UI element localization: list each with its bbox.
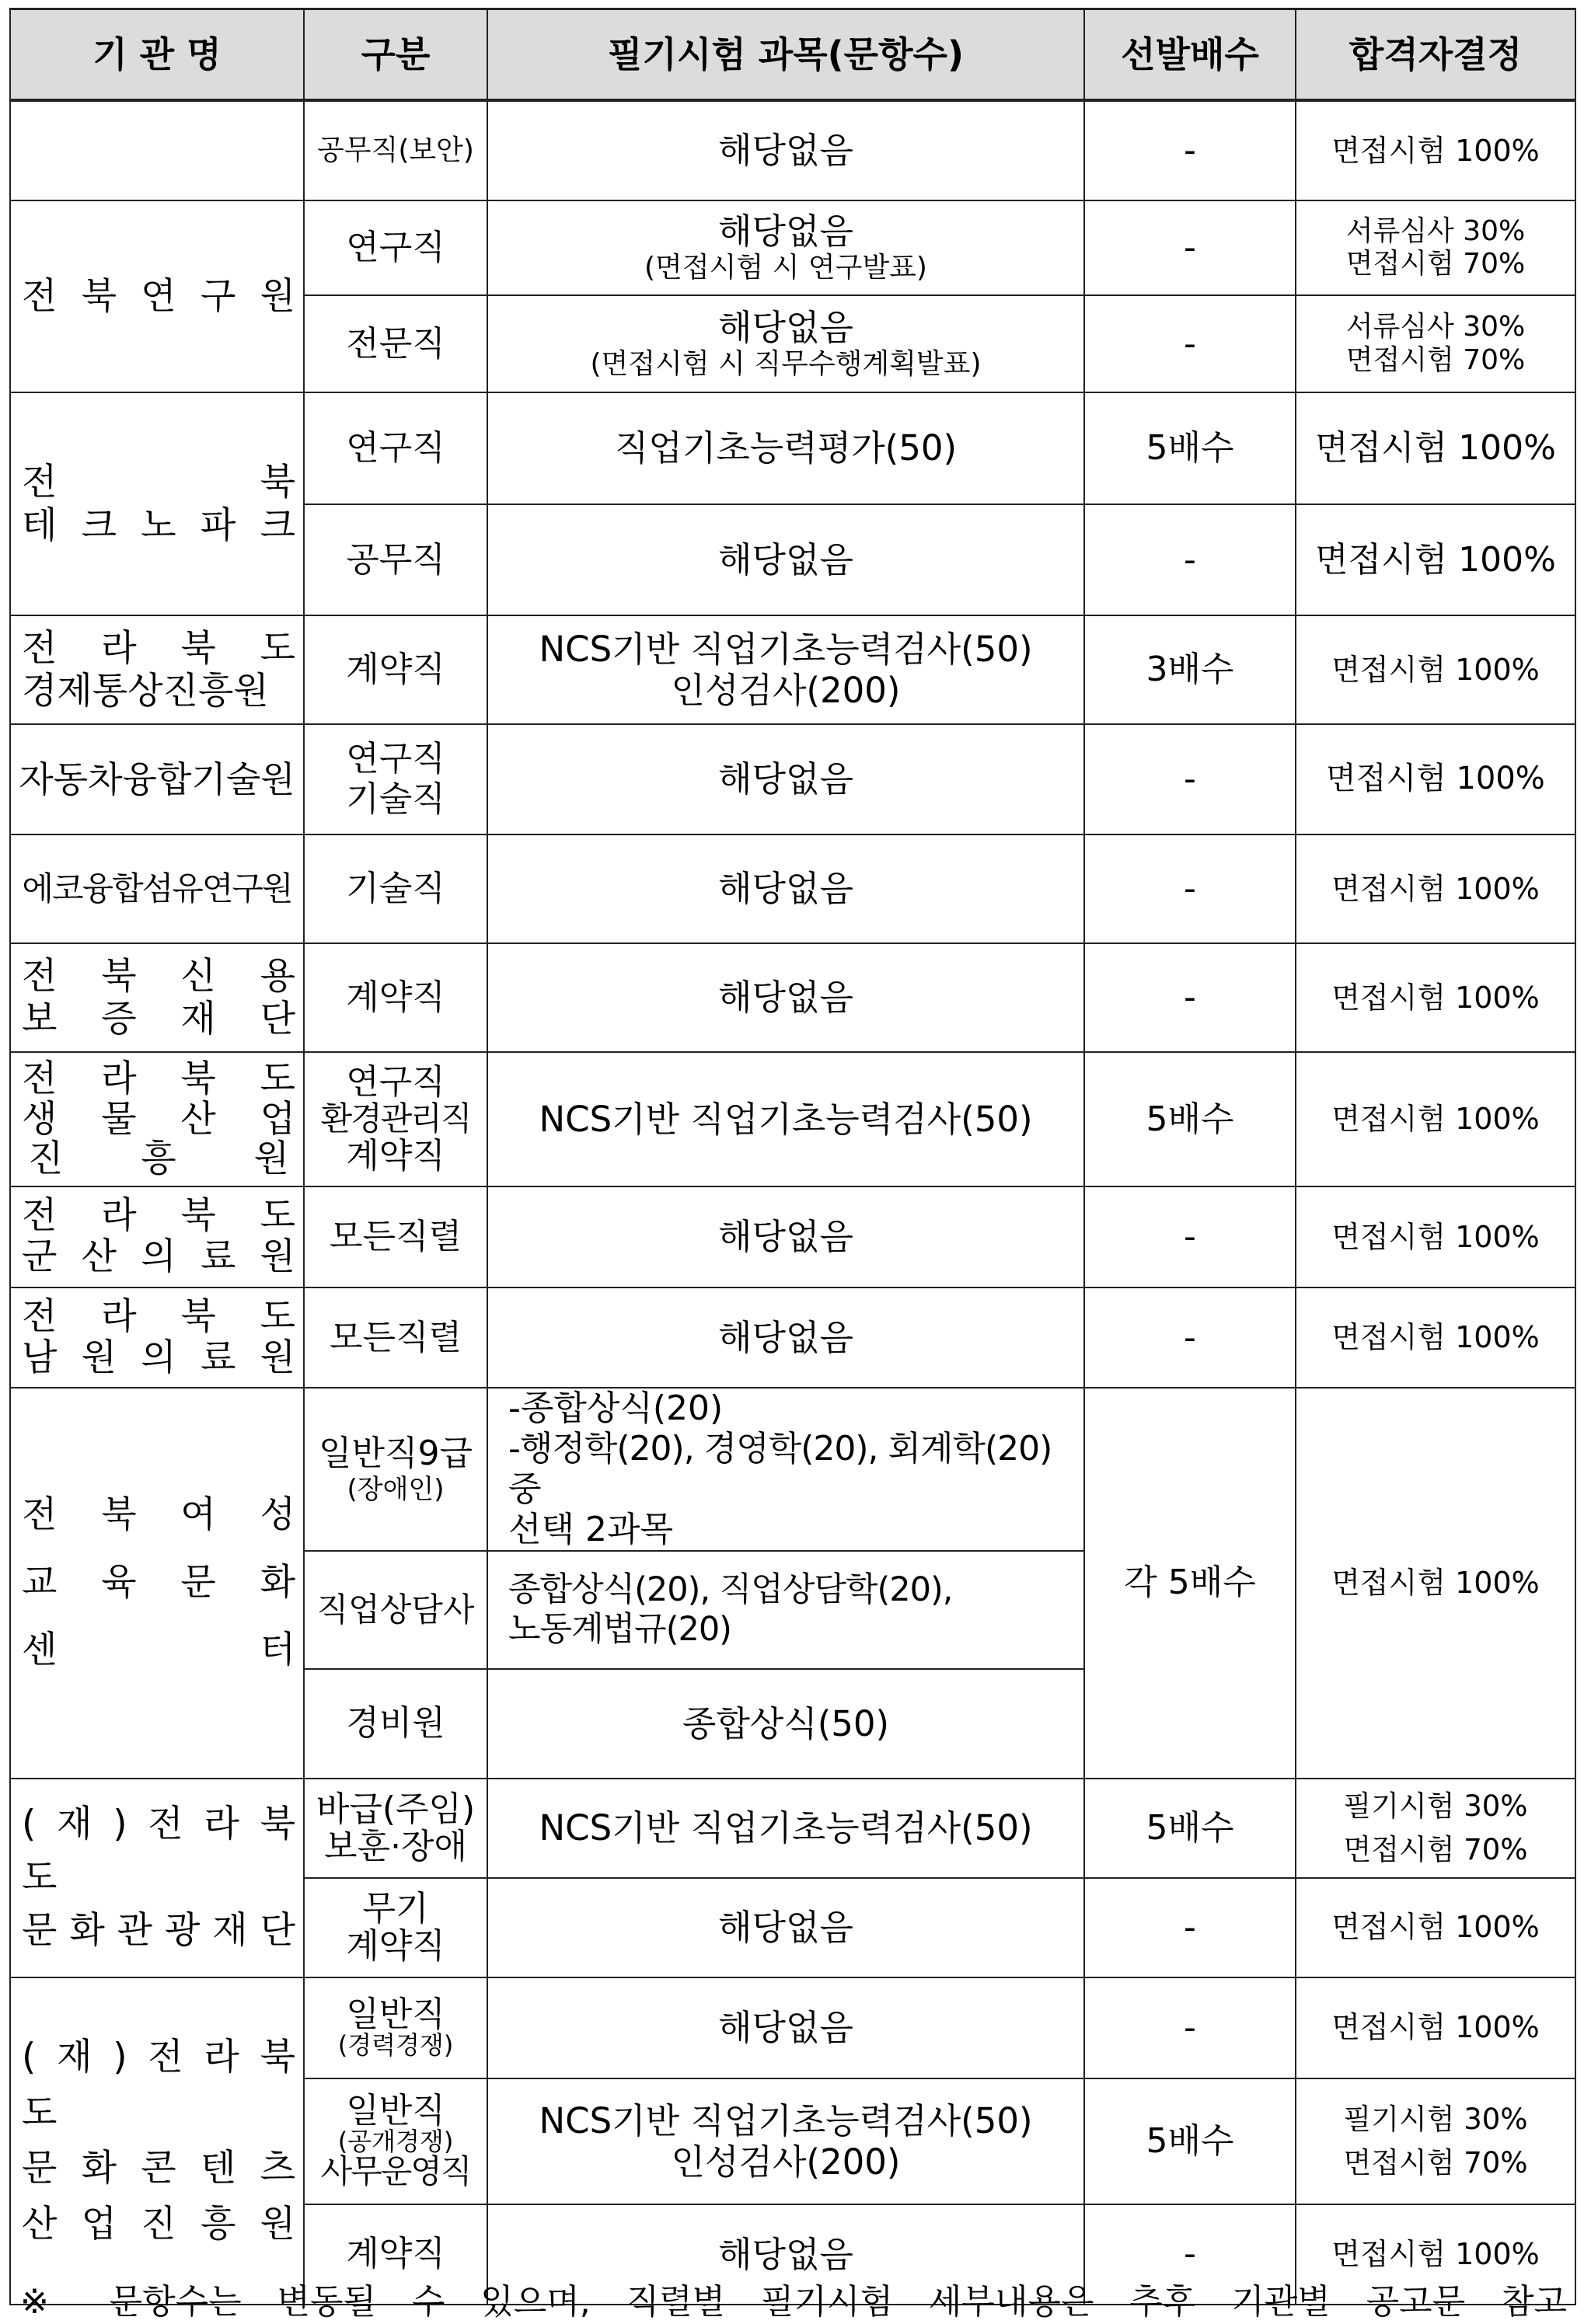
header-row xyxy=(10,9,1575,101)
result-cell xyxy=(1296,2078,1575,2204)
subject-note: (면접시험 시 직무수행계획발표) xyxy=(590,347,982,380)
result-cell: 면접시험 100% xyxy=(1296,1052,1575,1186)
table-row xyxy=(10,1186,1575,1287)
agency-name: 전 북 xyxy=(22,461,295,504)
category-line: 연구직 xyxy=(346,1062,445,1103)
subject-text: 해당없음 xyxy=(718,211,853,253)
agency-name: 경제통상진흥원 xyxy=(22,670,269,713)
category-line: 환경관리직 xyxy=(320,1099,471,1138)
result-line: 서류심사 30% xyxy=(1345,311,1526,343)
category-note: (공개경쟁) xyxy=(337,2126,454,2156)
subject-cell: 해당없음 xyxy=(487,504,1084,615)
table-row xyxy=(10,100,1575,200)
agency-cell: 에코융합섬유연구원 xyxy=(10,834,304,943)
agency-name: 문 화 관 광 재 단 xyxy=(22,1908,295,1952)
multiple-cell: 3배수 xyxy=(1084,615,1296,724)
result-cell xyxy=(1296,295,1575,392)
agency-name: 전 북 연 구 원 xyxy=(22,274,295,318)
multiple-cell: - xyxy=(1084,2204,1296,2305)
subject-line: 인성검사(200) xyxy=(671,2141,901,2183)
subject-cell: NCS기반 직업기초능력검사(50) xyxy=(487,1052,1084,1186)
result-line: 서류심사 30% xyxy=(1345,214,1526,247)
result-line: 필기시험 30% xyxy=(1343,2103,1528,2137)
result-cell: 면접시험 100% xyxy=(1296,615,1575,724)
agency-name: ( 재 ) 전 라 북 도 xyxy=(22,1803,295,1899)
agency-name: 전 라 북 도 xyxy=(22,626,295,670)
header-multiple: 선발배수 xyxy=(1084,9,1296,101)
result-cell: 면접시험 100% xyxy=(1296,1287,1575,1388)
result-cell: 면접시험 100% xyxy=(1296,1186,1575,1287)
agency-name: 산 업 진 흥 원 xyxy=(22,2202,295,2246)
category-cell xyxy=(304,1878,487,1977)
category-note: (경력경쟁) xyxy=(337,2030,454,2060)
table-row xyxy=(10,1977,1575,2078)
agency-name: 전 북 여 성 xyxy=(22,1493,295,1536)
subject-cell xyxy=(487,200,1084,295)
agency-name: ( 재 ) 전 라 북 도 xyxy=(22,2036,295,2134)
multiple-cell: - xyxy=(1084,200,1296,295)
agency-cell xyxy=(10,392,304,615)
subject-text: 해당없음 xyxy=(718,306,853,348)
result-cell: 면접시험 100% xyxy=(1296,100,1575,200)
multiple-cell: 5배수 xyxy=(1084,1779,1296,1878)
subject-cell: 해당없음 xyxy=(487,834,1084,943)
category-cell: 공무직 xyxy=(304,504,487,615)
agency-cell xyxy=(10,1052,304,1186)
category-cell xyxy=(304,1052,487,1186)
subject-cell: 종합상식(50) xyxy=(487,1669,1084,1779)
subject-cell: 직업기초능력평가(50) xyxy=(487,392,1084,504)
category-line: 보훈·장애 xyxy=(323,1826,467,1866)
category-cell: 계약직 xyxy=(304,2204,487,2305)
subject-cell: 해당없음 xyxy=(487,1977,1084,2078)
agency-name: 군 산 의 료 원 xyxy=(22,1235,295,1278)
subject-line: NCS기반 직업기초능력검사(50) xyxy=(539,2099,1033,2141)
agency-cell xyxy=(10,943,304,1052)
agency-name: 문 화 콘 텐 츠 xyxy=(22,2147,295,2190)
agency-cell xyxy=(10,200,304,392)
result-line: 면접시험 70% xyxy=(1343,1832,1528,1866)
header-result: 합격자결정 xyxy=(1296,9,1575,101)
table-row xyxy=(10,834,1575,943)
category-line: 기술직 xyxy=(346,779,445,819)
subject-line: 선택 2과목 xyxy=(508,1509,673,1549)
multiple-cell: - xyxy=(1084,1878,1296,1977)
multiple-cell: - xyxy=(1084,295,1296,392)
category-cell xyxy=(304,1388,487,1551)
multiple-cell: 각 5배수 xyxy=(1084,1388,1296,1779)
category-cell: 직업상담사 xyxy=(304,1551,487,1669)
agency-name: 전 라 북 도 xyxy=(22,1057,295,1100)
result-line: 면접시험 70% xyxy=(1345,343,1526,376)
table-row xyxy=(10,200,1575,295)
result-cell: 면접시험 100% xyxy=(1296,504,1575,615)
table-row xyxy=(10,1052,1575,1186)
agency-name: 남 원 의 료 원 xyxy=(22,1336,295,1379)
table-row xyxy=(10,1779,1575,1878)
subject-cell xyxy=(487,1551,1084,1669)
category-cell: 계약직 xyxy=(304,615,487,724)
result-cell: 면접시험 100% xyxy=(1296,1878,1575,1977)
agency-name: 교 육 문 화 xyxy=(22,1560,295,1604)
result-line: 필기시험 30% xyxy=(1343,1789,1528,1824)
category-line: 무기 xyxy=(362,1889,429,1929)
subject-cell xyxy=(487,615,1084,724)
subject-line: 노동계법규(20) xyxy=(508,1609,731,1649)
category-text: 일반직 xyxy=(346,1994,445,2034)
agency-name: 생 물 산 업 xyxy=(22,1097,295,1141)
subject-note: (면접시험 시 연구발표) xyxy=(644,252,927,284)
category-cell: 기술직 xyxy=(304,834,487,943)
header-subject: 필기시험 과목(문항수) xyxy=(487,9,1084,101)
multiple-cell: - xyxy=(1084,1977,1296,2078)
result-cell: 면접시험 100% xyxy=(1296,2204,1575,2305)
result-line: 면접시험 70% xyxy=(1343,2145,1528,2179)
table-row xyxy=(10,1287,1575,1388)
multiple-cell: - xyxy=(1084,100,1296,200)
category-cell xyxy=(304,724,487,834)
result-cell: 면접시험 100% xyxy=(1296,724,1575,834)
subject-line: NCS기반 직업기초능력검사(50) xyxy=(539,628,1033,670)
agency-cell xyxy=(10,1388,304,1779)
category-line: 계약직 xyxy=(346,1925,445,1966)
category-note: (장애인) xyxy=(347,1473,445,1505)
category-cell: 경비원 xyxy=(304,1669,487,1779)
subject-cell: 해당없음 xyxy=(487,724,1084,834)
multiple-cell: - xyxy=(1084,1287,1296,1388)
category-cell: 계약직 xyxy=(304,943,487,1052)
category-cell xyxy=(304,2078,487,2204)
subject-line: 인성검사(200) xyxy=(671,670,901,711)
multiple-cell: 5배수 xyxy=(1084,392,1296,504)
multiple-cell: - xyxy=(1084,1186,1296,1287)
category-cell xyxy=(304,1977,487,2078)
footnote: ※ 문항수는 변동될 수 있으며, 직렬별 필기시험 세부내용은 추후 기관별 공고문 참고 xyxy=(20,2282,1567,2322)
category-cell: 모든직렬 xyxy=(304,1186,487,1287)
result-cell xyxy=(1296,200,1575,295)
agency-cell xyxy=(10,1779,304,1977)
category-line: 일반직 xyxy=(346,2090,445,2131)
agency-cell-empty xyxy=(10,100,304,200)
agency-cell xyxy=(10,1186,304,1287)
category-line: 계약직 xyxy=(346,1135,445,1176)
table-row xyxy=(10,943,1575,1052)
multiple-cell: 5배수 xyxy=(1084,1052,1296,1186)
subject-line: 종합상식(20), 직업상담학(20), xyxy=(508,1570,953,1609)
agency-name: 보 증 재 단 xyxy=(22,998,295,1040)
subject-cell: 해당없음 xyxy=(487,943,1084,1052)
table-row xyxy=(10,392,1575,504)
header-category: 구분 xyxy=(304,9,487,101)
table-row xyxy=(10,1388,1575,1551)
header-agency: 기 관 명 xyxy=(10,9,304,101)
multiple-cell: - xyxy=(1084,834,1296,943)
category-cell xyxy=(304,1779,487,1878)
subject-cell: 해당없음 xyxy=(487,1878,1084,1977)
category-cell: 연구직 xyxy=(304,392,487,504)
category-cell: 모든직렬 xyxy=(304,1287,487,1388)
recruitment-table xyxy=(9,8,1576,2305)
agency-cell xyxy=(10,615,304,724)
subject-line: -종합상식(20) xyxy=(508,1388,724,1428)
agency-cell xyxy=(10,1977,304,2305)
agency-cell xyxy=(10,1287,304,1388)
category-line: 사무운영직 xyxy=(320,2152,471,2191)
agency-name: 전 라 북 도 xyxy=(22,1194,295,1238)
category-cell: 전문직 xyxy=(304,295,487,392)
result-cell: 면접시험 100% xyxy=(1296,392,1575,504)
result-cell: 면접시험 100% xyxy=(1296,943,1575,1052)
subject-line: -행정학(20), 경영학(20), 회계학(20)중 xyxy=(508,1428,1052,1509)
result-cell xyxy=(1296,1779,1575,1878)
agency-name: 진 흥 원 xyxy=(28,1138,289,1181)
subject-cell: 해당없음 xyxy=(487,100,1084,200)
result-cell: 면접시험 100% xyxy=(1296,834,1575,943)
multiple-cell: 5배수 xyxy=(1084,2078,1296,2204)
category-line: 연구직 xyxy=(346,739,445,779)
subject-cell xyxy=(487,1388,1084,1551)
subject-cell: 해당없음 xyxy=(487,2204,1084,2305)
multiple-cell: - xyxy=(1084,724,1296,834)
table-row xyxy=(10,615,1575,724)
subject-cell: 해당없음 xyxy=(487,1186,1084,1287)
agency-cell: 자동차융합기술원 xyxy=(10,724,304,834)
category-cell: 공무직(보안) xyxy=(304,100,487,200)
agency-name: 테 크 노 파 크 xyxy=(22,503,295,547)
subject-cell: 해당없음 xyxy=(487,1287,1084,1388)
result-cell: 면접시험 100% xyxy=(1296,1977,1575,2078)
agency-name: 전 라 북 도 xyxy=(22,1294,295,1338)
result-cell: 면접시험 100% xyxy=(1296,1388,1575,1779)
table-row xyxy=(10,724,1575,834)
category-cell: 연구직 xyxy=(304,200,487,295)
subject-cell xyxy=(487,295,1084,392)
multiple-cell: - xyxy=(1084,504,1296,615)
subject-cell: NCS기반 직업기초능력검사(50) xyxy=(487,1779,1084,1878)
category-text: 일반직9급 xyxy=(318,1433,473,1473)
result-line: 면접시험 70% xyxy=(1345,248,1526,280)
subject-cell xyxy=(487,2078,1084,2204)
multiple-cell: - xyxy=(1084,943,1296,1052)
category-line: 바급(주임) xyxy=(316,1789,476,1830)
agency-name: 전 북 신 용 xyxy=(22,954,295,998)
agency-name: 센 터 xyxy=(22,1628,295,1671)
